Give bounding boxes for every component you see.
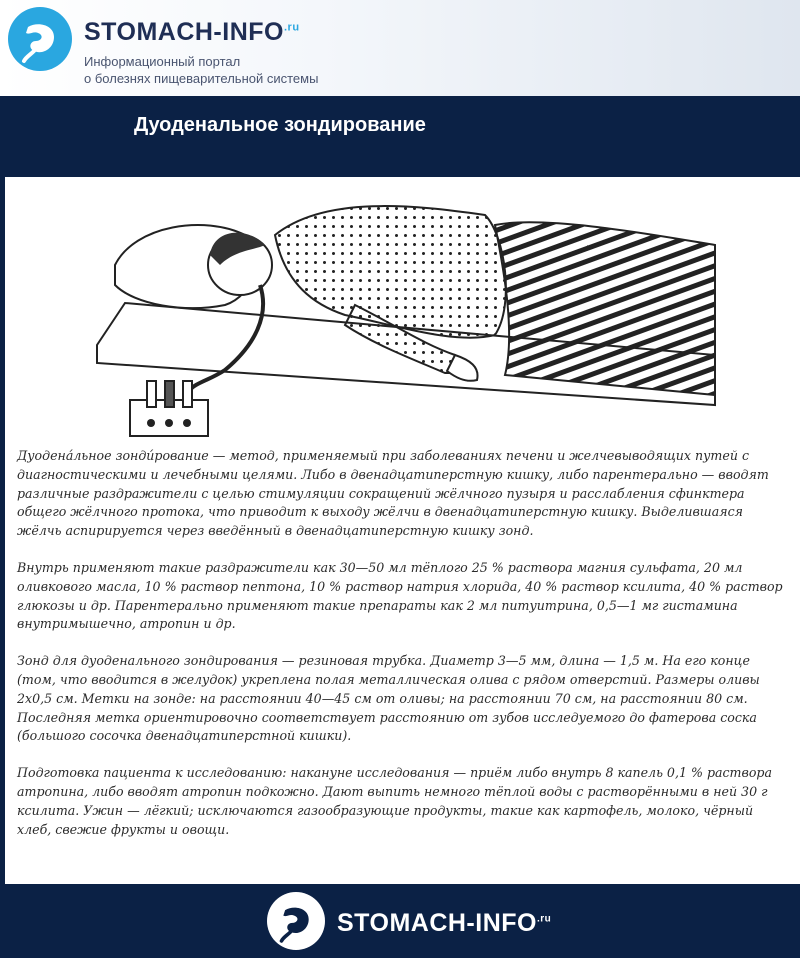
paragraph-probe: Зонд для дуоденального зондирования — резиновая трубка. Диаметр 3—5 мм, длина — 1,5 м. На его конце (том, что вводится в желудок) укреплена полая металлическая олива с рядом отверстий. Размеры оливы 2x0,5 см. Метки на зонде: на расстоянии 40—45 см от оливы; на расстоянии 70 см, на расстоянии 80 см. Последняя метка ориентировочно соответствует расстоянию от зубов исследуемого до фатерова соска (большого сосочка двенадцатиперстной кишки). — [17, 653, 760, 744]
page-title: Дуоденальное зондирование — [134, 114, 426, 136]
site-subtitle: Информационный портал о болезнях пищеварительной системы — [84, 54, 319, 86]
site-header — [0, 0, 800, 96]
stomach-logo-icon[interactable] — [8, 7, 72, 71]
duodenal-probing-illustration — [95, 195, 735, 445]
stomach-logo-icon[interactable] — [267, 892, 325, 950]
paragraph-stimulants: Внутрь применяют такие раздражители как 30—50 мл тёплого 25 % раствора магния сульфата, 20 мл оливкового масла, 10 % раствор пептона, 10 % раствор натрия хлорида, 40 % раствор ксилита, 40 % раствор глюкозы и др. Парентерально применяют такие препараты как 2 мл питуитрина, 0,5—1 мг гистамина внутримышечно, атропин и др. — [17, 559, 783, 632]
site-footer — [0, 884, 800, 958]
title-bar — [0, 96, 598, 162]
footer-brand[interactable]: STOMACH-$INFO^{.ru}$ — [337, 909, 552, 937]
article-content — [5, 177, 800, 884]
article-text — [17, 447, 787, 857]
paragraph-preparation: Подготовка пациента к исследованию: накануне исследования — приём либо внутрь 8 капель 0,1 % раствора атропина, либо вводят атропин подкожно. Дают выпить немного тёплой воды с растворёнными в ней 30 г ксилита. Ужин — лёгкий; исключаются газообразующие продукты, такие как картофель, молоко, чёрный хлеб, свежие фрукты и овощи. — [17, 765, 772, 837]
site-brand[interactable]: STOMACH-$INFO^{.ru}$ — [84, 18, 300, 46]
paragraph-definition: Дуодена́льное зонди́рование — метод, применяемый при заболеваниях печени и желчевыводящих путей с диагностическими и лечебными целями. Либо в двенадцатиперстную кишку, либо парентерально — вводят различные раздражители с целью стимуляции сокращений жёлчного пузыря и расслабления сфинктера общего жёлчного протока, что приводит к выходу жёлчи в двенадцатиперстную кишку. Выделившаяся жёлчь аспирируется через введённый в двенадцатиперстную кишку зонд. — [17, 448, 769, 539]
